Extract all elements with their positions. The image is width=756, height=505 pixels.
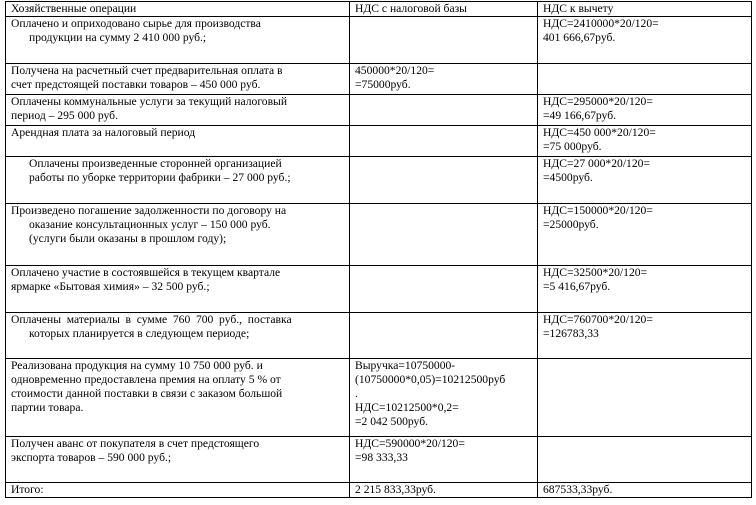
table-row — [6, 359, 752, 437]
table-row — [6, 126, 752, 157]
total-vat-deduction-cell: 687533,33руб. — [538, 483, 752, 498]
table-row — [6, 266, 752, 313]
vat-deduction-cell — [538, 437, 752, 483]
operation-cell: Произведено погашение задолженности по договору на оказание консультационных услуг – 150 000 руб. (услуги были оказаны в прошлом году); — [6, 204, 350, 266]
header-vat-base: НДС с налоговой базы — [350, 2, 538, 17]
table-row — [6, 313, 752, 359]
table-row — [6, 64, 752, 95]
vat-base-cell — [350, 95, 538, 126]
table-header-row — [6, 2, 752, 17]
total-vat-base-cell: 2 215 833,33руб. — [350, 483, 538, 498]
operation-cell: Арендная плата за налоговый период — [6, 126, 350, 157]
operation-cell: Оплачено участие в состоявшейся в текущем квартале ярмарке «Бытовая химия» – 32 500 руб.; — [6, 266, 350, 313]
vat-base-cell — [350, 266, 538, 313]
vat-deduction-cell: НДС=450 000*20/120= =75 000руб. — [538, 126, 752, 157]
vat-base-cell — [350, 204, 538, 266]
operation-cell: Получена на расчетный счет предварительная оплата в счет предстоящей поставки товаров – 450 000 руб. — [6, 64, 350, 95]
operation-cell: Оплачены произведенные сторонней организацией работы по уборке территории фабрики – 27 000 руб.; — [6, 157, 350, 204]
vat-deduction-cell: НДС=27 000*20/120= =4500руб. — [538, 157, 752, 204]
table-row — [6, 204, 752, 266]
table-row — [6, 95, 752, 126]
vat-deduction-cell: НДС=2410000*20/120= 401 666,67руб. — [538, 17, 752, 64]
vat-base-cell: НДС=590000*20/120= =98 333,33 — [350, 437, 538, 483]
vat-base-cell — [350, 17, 538, 64]
vat-deduction-cell — [538, 359, 752, 437]
operation-cell: Оплачены коммунальные услуги за текущий налоговый период – 295 000 руб. — [6, 95, 350, 126]
table-row — [6, 17, 752, 64]
vat-deduction-cell: НДС=295000*20/120= =49 166,67руб. — [538, 95, 752, 126]
vat-base-cell — [350, 126, 538, 157]
vat-base-cell — [350, 157, 538, 204]
vat-operations-table — [5, 1, 752, 498]
operation-cell: Оплачены материалы в сумме 760 700 руб., поставка которых планируется в следующем периоде; — [6, 313, 350, 359]
vat-base-cell: Выручка=10750000- (10750000*0,05)=10212500руб . НДС=10212500*0,2= =2 042 500руб. — [350, 359, 538, 437]
table-total-row — [6, 483, 752, 498]
table-row — [6, 437, 752, 483]
vat-base-cell — [350, 313, 538, 359]
total-label-cell: Итого: — [6, 483, 350, 498]
operation-cell: Реализована продукция на сумму 10 750 000 руб. и одновременно предоставлена премия на оплату 5 % от стоимости данной поставки в связи с заказом большой партии товара. — [6, 359, 350, 437]
vat-deduction-cell: НДС=760700*20/120= =126783,33 — [538, 313, 752, 359]
operation-cell: Получен аванс от покупателя в счет предстоящего экспорта товаров – 590 000 руб.; — [6, 437, 350, 483]
operation-cell: Оплачено и оприходовано сырье для производства продукции на сумму 2 410 000 руб.; — [6, 17, 350, 64]
vat-deduction-cell — [538, 64, 752, 95]
header-operations: Хозяйственные операции — [6, 2, 350, 17]
table-row — [6, 157, 752, 204]
vat-deduction-cell: НДС=32500*20/120= =5 416,67руб. — [538, 266, 752, 313]
vat-base-cell: 450000*20/120= =75000руб. — [350, 64, 538, 95]
header-vat-deduction: НДС к вычету — [538, 2, 752, 17]
vat-deduction-cell: НДС=150000*20/120= =25000руб. — [538, 204, 752, 266]
